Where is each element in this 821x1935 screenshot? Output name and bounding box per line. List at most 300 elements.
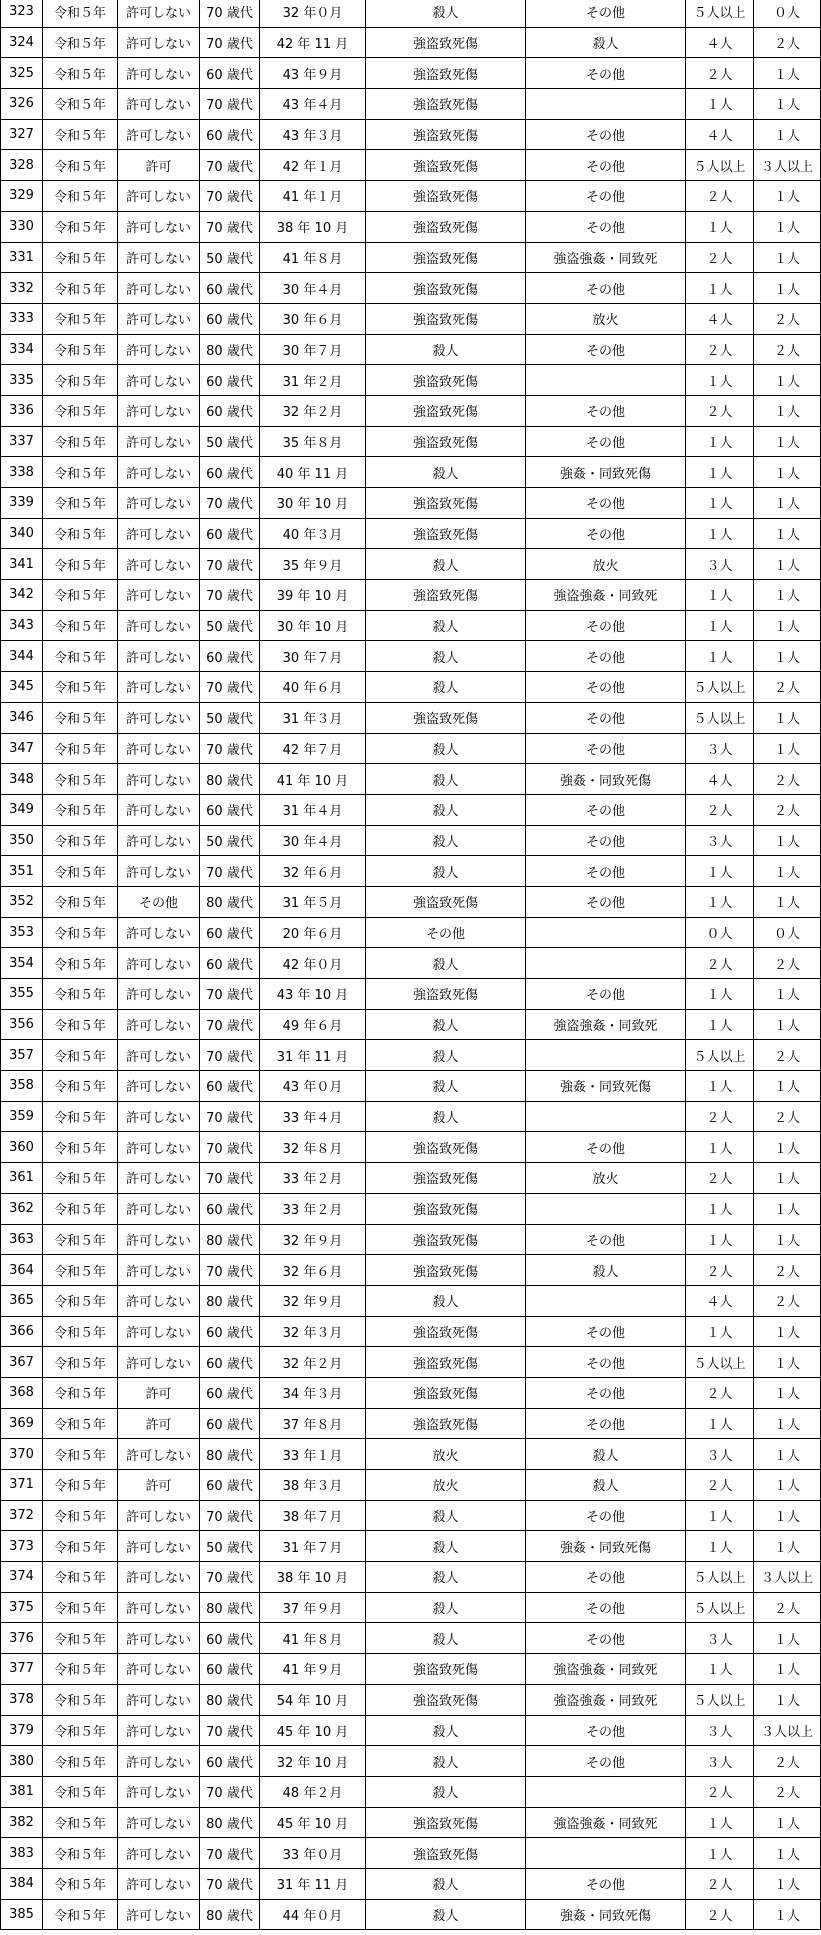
table-row	[1, 334, 821, 365]
age-cell: 70 歳代	[200, 856, 260, 887]
year-cell: 令和５年	[43, 1163, 118, 1194]
row-number: 353	[1, 917, 43, 948]
decision-cell: 許可しない	[118, 702, 200, 733]
other-offense-cell: その他	[526, 211, 686, 242]
victims-cell: ２人	[686, 948, 754, 979]
year-cell: 令和５年	[43, 1838, 118, 1869]
year-cell: 令和５年	[43, 794, 118, 825]
duration-cell: 30 年 10 月	[260, 610, 366, 641]
other-offense-cell: その他	[526, 672, 686, 703]
victims-cell: ４人	[686, 303, 754, 334]
row-number: 338	[1, 457, 43, 488]
victims-cell: ２人	[686, 1868, 754, 1899]
deaths-cell: １人	[754, 610, 821, 641]
other-offense-cell: その他	[526, 1408, 686, 1439]
other-offense-cell: 殺人	[526, 1255, 686, 1286]
deaths-cell: １人	[754, 549, 821, 580]
decision-cell: 許可しない	[118, 1071, 200, 1102]
victims-cell: ２人	[686, 181, 754, 212]
main-offense-cell: 殺人	[366, 549, 526, 580]
table-row	[1, 1132, 821, 1163]
deaths-cell: １人	[754, 1807, 821, 1838]
decision-cell: その他	[118, 886, 200, 917]
main-offense-cell: 強盗致死傷	[366, 58, 526, 89]
row-number: 357	[1, 1040, 43, 1071]
year-cell: 令和５年	[43, 150, 118, 181]
deaths-cell: ２人	[754, 1746, 821, 1777]
decision-cell: 許可しない	[118, 211, 200, 242]
table-row	[1, 273, 821, 304]
deaths-cell: １人	[754, 119, 821, 150]
table-row	[1, 365, 821, 396]
age-cell: 70 歳代	[200, 1255, 260, 1286]
victims-cell: １人	[686, 273, 754, 304]
age-cell: 60 歳代	[200, 1193, 260, 1224]
duration-cell: 30 年６月	[260, 303, 366, 334]
duration-cell: 41 年１月	[260, 181, 366, 212]
other-offense-cell: その他	[526, 856, 686, 887]
table-row	[1, 181, 821, 212]
duration-cell: 42 年１月	[260, 150, 366, 181]
decision-cell: 許可しない	[118, 395, 200, 426]
age-cell: 50 歳代	[200, 825, 260, 856]
deaths-cell: １人	[754, 1163, 821, 1194]
table-row	[1, 1071, 821, 1102]
table-row	[1, 1684, 821, 1715]
duration-cell: 32 年０月	[260, 0, 366, 27]
main-offense-cell: 強盗致死傷	[366, 303, 526, 334]
year-cell: 令和５年	[43, 856, 118, 887]
decision-cell: 許可	[118, 150, 200, 181]
table-row	[1, 1285, 821, 1316]
table-row	[1, 150, 821, 181]
year-cell: 令和５年	[43, 242, 118, 273]
table-row	[1, 672, 821, 703]
year-cell: 令和５年	[43, 119, 118, 150]
main-offense-cell: 殺人	[366, 856, 526, 887]
row-number: 365	[1, 1285, 43, 1316]
age-cell: 60 歳代	[200, 58, 260, 89]
main-offense-cell: 強盗致死傷	[366, 1807, 526, 1838]
victims-cell: １人	[686, 886, 754, 917]
decision-cell: 許可しない	[118, 1316, 200, 1347]
duration-cell: 43 年３月	[260, 119, 366, 150]
victims-cell: １人	[686, 1316, 754, 1347]
other-offense-cell: その他	[526, 1316, 686, 1347]
main-offense-cell: その他	[366, 917, 526, 948]
main-offense-cell: 殺人	[366, 672, 526, 703]
year-cell: 令和５年	[43, 395, 118, 426]
duration-cell: 31 年７月	[260, 1531, 366, 1562]
main-offense-cell: 強盗致死傷	[366, 1193, 526, 1224]
row-number: 344	[1, 641, 43, 672]
duration-cell: 31 年３月	[260, 702, 366, 733]
year-cell: 令和５年	[43, 58, 118, 89]
duration-cell: 43 年４月	[260, 89, 366, 120]
year-cell: 令和５年	[43, 426, 118, 457]
deaths-cell: ２人	[754, 334, 821, 365]
year-cell: 令和５年	[43, 273, 118, 304]
age-cell: 60 歳代	[200, 1408, 260, 1439]
decision-cell: 許可しない	[118, 794, 200, 825]
age-cell: 70 歳代	[200, 1132, 260, 1163]
duration-cell: 32 年６月	[260, 856, 366, 887]
age-cell: 50 歳代	[200, 610, 260, 641]
year-cell: 令和５年	[43, 641, 118, 672]
age-cell: 60 歳代	[200, 794, 260, 825]
victims-cell: ４人	[686, 764, 754, 795]
other-offense-cell: その他	[526, 886, 686, 917]
table-row	[1, 702, 821, 733]
victims-cell: １人	[686, 1531, 754, 1562]
table-row	[1, 1439, 821, 1470]
decision-cell: 許可しない	[118, 1040, 200, 1071]
year-cell: 令和５年	[43, 488, 118, 519]
other-offense-cell: 強盗強姦・同致死	[526, 1654, 686, 1685]
age-cell: 60 歳代	[200, 457, 260, 488]
age-cell: 60 歳代	[200, 365, 260, 396]
deaths-cell: ０人	[754, 917, 821, 948]
decision-cell: 許可しない	[118, 1715, 200, 1746]
year-cell: 令和５年	[43, 1255, 118, 1286]
year-cell: 令和５年	[43, 334, 118, 365]
victims-cell: ３人	[686, 1439, 754, 1470]
deaths-cell: １人	[754, 886, 821, 917]
table-row	[1, 518, 821, 549]
row-number: 327	[1, 119, 43, 150]
main-offense-cell: 強盗致死傷	[366, 1838, 526, 1869]
other-offense-cell: その他	[526, 395, 686, 426]
age-cell: 60 歳代	[200, 1071, 260, 1102]
table-row	[1, 1623, 821, 1654]
victims-cell: ２人	[686, 395, 754, 426]
year-cell: 令和５年	[43, 1592, 118, 1623]
other-offense-cell	[526, 1040, 686, 1071]
duration-cell: 32 年８月	[260, 1132, 366, 1163]
duration-cell: 38 年３月	[260, 1470, 366, 1501]
duration-cell: 32 年３月	[260, 1316, 366, 1347]
victims-cell: １人	[686, 580, 754, 611]
main-offense-cell: 強盗致死傷	[366, 1163, 526, 1194]
victims-cell: ２人	[686, 1255, 754, 1286]
deaths-cell: １人	[754, 1623, 821, 1654]
year-cell: 令和５年	[43, 1684, 118, 1715]
row-number: 348	[1, 764, 43, 795]
duration-cell: 42 年０月	[260, 948, 366, 979]
main-offense-cell: 強盗致死傷	[366, 273, 526, 304]
age-cell: 60 歳代	[200, 1347, 260, 1378]
main-offense-cell: 殺人	[366, 1500, 526, 1531]
age-cell: 50 歳代	[200, 242, 260, 273]
duration-cell: 35 年８月	[260, 426, 366, 457]
main-offense-cell: 殺人	[366, 733, 526, 764]
table-row	[1, 1562, 821, 1593]
victims-cell: ３人	[686, 1746, 754, 1777]
age-cell: 70 歳代	[200, 27, 260, 58]
table-row	[1, 119, 821, 150]
deaths-cell: １人	[754, 181, 821, 212]
victims-cell: １人	[686, 610, 754, 641]
main-offense-cell: 殺人	[366, 1101, 526, 1132]
year-cell: 令和５年	[43, 1193, 118, 1224]
age-cell: 70 歳代	[200, 211, 260, 242]
other-offense-cell	[526, 1838, 686, 1869]
deaths-cell: １人	[754, 1838, 821, 1869]
table-row	[1, 1377, 821, 1408]
age-cell: 60 歳代	[200, 641, 260, 672]
victims-cell: ３人	[686, 1715, 754, 1746]
age-cell: 50 歳代	[200, 426, 260, 457]
year-cell: 令和５年	[43, 303, 118, 334]
duration-cell: 41 年 10 月	[260, 764, 366, 795]
victims-cell: ５人以上	[686, 1684, 754, 1715]
deaths-cell: １人	[754, 1470, 821, 1501]
age-cell: 60 歳代	[200, 518, 260, 549]
age-cell: 60 歳代	[200, 1377, 260, 1408]
main-offense-cell: 殺人	[366, 794, 526, 825]
deaths-cell: １人	[754, 641, 821, 672]
duration-cell: 35 年９月	[260, 549, 366, 580]
other-offense-cell	[526, 1101, 686, 1132]
decision-cell: 許可しない	[118, 580, 200, 611]
victims-cell: ５人以上	[686, 150, 754, 181]
row-number: 385	[1, 1899, 43, 1930]
table-row	[1, 856, 821, 887]
table-row	[1, 1500, 821, 1531]
age-cell: 60 歳代	[200, 1316, 260, 1347]
row-number: 378	[1, 1684, 43, 1715]
table-row	[1, 979, 821, 1010]
main-offense-cell: 強盗致死傷	[366, 150, 526, 181]
main-offense-cell: 強盗致死傷	[366, 119, 526, 150]
duration-cell: 31 年２月	[260, 365, 366, 396]
decision-cell: 許可しない	[118, 610, 200, 641]
year-cell: 令和５年	[43, 1285, 118, 1316]
year-cell: 令和５年	[43, 1776, 118, 1807]
deaths-cell: ２人	[754, 794, 821, 825]
row-number: 342	[1, 580, 43, 611]
table-row	[1, 1715, 821, 1746]
table-row	[1, 610, 821, 641]
deaths-cell: １人	[754, 1899, 821, 1930]
year-cell: 令和５年	[43, 1470, 118, 1501]
row-number: 354	[1, 948, 43, 979]
main-offense-cell: 強盗致死傷	[366, 1654, 526, 1685]
victims-cell: １人	[686, 1224, 754, 1255]
duration-cell: 32 年９月	[260, 1285, 366, 1316]
duration-cell: 31 年４月	[260, 794, 366, 825]
table-row	[1, 1193, 821, 1224]
row-number: 358	[1, 1071, 43, 1102]
main-offense-cell: 強盗致死傷	[366, 488, 526, 519]
age-cell: 60 歳代	[200, 119, 260, 150]
main-offense-cell: 殺人	[366, 1562, 526, 1593]
other-offense-cell: その他	[526, 273, 686, 304]
main-offense-cell: 強盗致死傷	[366, 1684, 526, 1715]
duration-cell: 20 年６月	[260, 917, 366, 948]
main-offense-cell: 殺人	[366, 1071, 526, 1102]
other-offense-cell: その他	[526, 825, 686, 856]
main-offense-cell: 強盗致死傷	[366, 89, 526, 120]
victims-cell: １人	[686, 1807, 754, 1838]
decision-cell: 許可しない	[118, 303, 200, 334]
duration-cell: 31 年５月	[260, 886, 366, 917]
deaths-cell: ２人	[754, 1255, 821, 1286]
other-offense-cell: その他	[526, 1715, 686, 1746]
age-cell: 60 歳代	[200, 1654, 260, 1685]
age-cell: 70 歳代	[200, 733, 260, 764]
row-number: 374	[1, 1562, 43, 1593]
table-row	[1, 488, 821, 519]
row-number: 323	[1, 0, 43, 27]
row-number: 329	[1, 181, 43, 212]
decision-cell: 許可しない	[118, 856, 200, 887]
decision-cell: 許可しない	[118, 917, 200, 948]
row-number: 352	[1, 886, 43, 917]
deaths-cell: １人	[754, 1439, 821, 1470]
row-number: 383	[1, 1838, 43, 1869]
row-number: 331	[1, 242, 43, 273]
duration-cell: 48 年２月	[260, 1776, 366, 1807]
victims-cell: １人	[686, 1838, 754, 1869]
table-row	[1, 1255, 821, 1286]
victims-cell: １人	[686, 1654, 754, 1685]
decision-cell: 許可しない	[118, 979, 200, 1010]
main-offense-cell: 強盗致死傷	[366, 1377, 526, 1408]
duration-cell: 33 年２月	[260, 1193, 366, 1224]
row-number: 373	[1, 1531, 43, 1562]
age-cell: 70 歳代	[200, 150, 260, 181]
row-number: 384	[1, 1868, 43, 1899]
duration-cell: 38 年 10 月	[260, 1562, 366, 1593]
decision-cell: 許可しない	[118, 1531, 200, 1562]
victims-cell: ３人	[686, 1623, 754, 1654]
year-cell: 令和５年	[43, 917, 118, 948]
decision-cell: 許可しない	[118, 1746, 200, 1777]
victims-cell: ２人	[686, 58, 754, 89]
deaths-cell: １人	[754, 1132, 821, 1163]
duration-cell: 43 年 10 月	[260, 979, 366, 1010]
deaths-cell: ２人	[754, 1592, 821, 1623]
table-row	[1, 1592, 821, 1623]
other-offense-cell	[526, 365, 686, 396]
other-offense-cell: 殺人	[526, 1439, 686, 1470]
year-cell: 令和５年	[43, 211, 118, 242]
main-offense-cell: 強盗致死傷	[366, 1255, 526, 1286]
decision-cell: 許可しない	[118, 334, 200, 365]
age-cell: 60 歳代	[200, 273, 260, 304]
decision-cell: 許可しない	[118, 1868, 200, 1899]
decision-cell: 許可しない	[118, 1654, 200, 1685]
duration-cell: 40 年 11 月	[260, 457, 366, 488]
other-offense-cell: その他	[526, 119, 686, 150]
table-row	[1, 886, 821, 917]
year-cell: 令和５年	[43, 1347, 118, 1378]
decision-cell: 許可しない	[118, 181, 200, 212]
deaths-cell: ３人以上	[754, 1715, 821, 1746]
table-body	[1, 0, 821, 1930]
decision-cell: 許可しない	[118, 488, 200, 519]
duration-cell: 30 年４月	[260, 825, 366, 856]
main-offense-cell: 殺人	[366, 641, 526, 672]
other-offense-cell	[526, 89, 686, 120]
age-cell: 70 歳代	[200, 580, 260, 611]
decision-cell: 許可しない	[118, 549, 200, 580]
victims-cell: １人	[686, 89, 754, 120]
age-cell: 80 歳代	[200, 886, 260, 917]
decision-cell: 許可しない	[118, 1807, 200, 1838]
main-offense-cell: 強盗致死傷	[366, 1316, 526, 1347]
other-offense-cell: その他	[526, 488, 686, 519]
year-cell: 令和５年	[43, 1807, 118, 1838]
deaths-cell: １人	[754, 1408, 821, 1439]
row-number: 325	[1, 58, 43, 89]
age-cell: 80 歳代	[200, 1684, 260, 1715]
decision-cell: 許可しない	[118, 89, 200, 120]
year-cell: 令和５年	[43, 27, 118, 58]
year-cell: 令和５年	[43, 89, 118, 120]
deaths-cell: １人	[754, 1684, 821, 1715]
other-offense-cell	[526, 1193, 686, 1224]
year-cell: 令和５年	[43, 702, 118, 733]
table-row	[1, 764, 821, 795]
row-number: 361	[1, 1163, 43, 1194]
age-cell: 70 歳代	[200, 1838, 260, 1869]
main-offense-cell: 強盗致死傷	[366, 979, 526, 1010]
decision-cell: 許可しない	[118, 1347, 200, 1378]
victims-cell: ２人	[686, 1377, 754, 1408]
victims-cell: １人	[686, 426, 754, 457]
decision-cell: 許可	[118, 1377, 200, 1408]
main-offense-cell: 殺人	[366, 1531, 526, 1562]
deaths-cell: １人	[754, 979, 821, 1010]
deaths-cell: １人	[754, 1224, 821, 1255]
main-offense-cell: 殺人	[366, 1040, 526, 1071]
deaths-cell: ２人	[754, 1285, 821, 1316]
duration-cell: 41 年８月	[260, 242, 366, 273]
other-offense-cell: その他	[526, 1347, 686, 1378]
table-row	[1, 1009, 821, 1040]
victims-cell: ５人以上	[686, 1592, 754, 1623]
victims-cell: ２人	[686, 1899, 754, 1930]
duration-cell: 30 年７月	[260, 641, 366, 672]
other-offense-cell: 殺人	[526, 1470, 686, 1501]
victims-cell: ４人	[686, 119, 754, 150]
table-row	[1, 1224, 821, 1255]
duration-cell: 32 年 10 月	[260, 1746, 366, 1777]
row-number: 330	[1, 211, 43, 242]
decision-cell: 許可しない	[118, 1899, 200, 1930]
year-cell: 令和５年	[43, 365, 118, 396]
year-cell: 令和５年	[43, 979, 118, 1010]
table-row	[1, 948, 821, 979]
year-cell: 令和５年	[43, 1439, 118, 1470]
victims-cell: １人	[686, 488, 754, 519]
year-cell: 令和５年	[43, 580, 118, 611]
other-offense-cell: その他	[526, 1592, 686, 1623]
deaths-cell: １人	[754, 580, 821, 611]
table-row	[1, 1746, 821, 1777]
row-number: 351	[1, 856, 43, 887]
row-number: 326	[1, 89, 43, 120]
row-number: 340	[1, 518, 43, 549]
victims-cell: ５人以上	[686, 1040, 754, 1071]
year-cell: 令和５年	[43, 886, 118, 917]
row-number: 375	[1, 1592, 43, 1623]
table-row	[1, 1838, 821, 1869]
main-offense-cell: 強盗致死傷	[366, 886, 526, 917]
deaths-cell: ２人	[754, 672, 821, 703]
